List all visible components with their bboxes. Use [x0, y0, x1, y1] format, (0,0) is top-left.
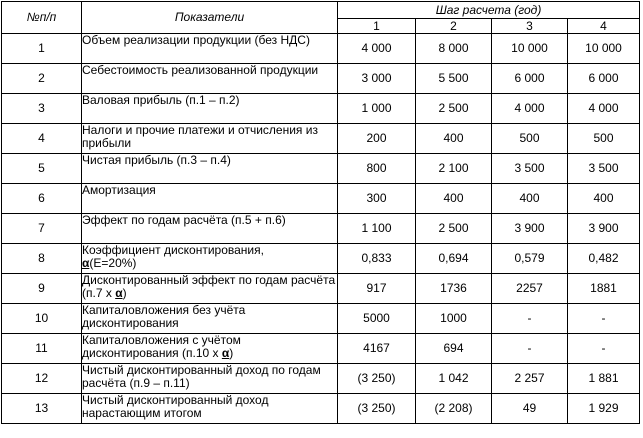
table-row — [2, 64, 640, 94]
row-indicator: Себестоимость реализованной продукции — [82, 64, 338, 94]
value-year-4: 6 000 — [568, 64, 640, 94]
value-year-2: 694 — [416, 334, 492, 364]
header-calc-step: Шаг расчета (год) — [338, 2, 640, 19]
value-year-1: 300 — [338, 184, 416, 214]
value-year-3: 6 000 — [492, 64, 568, 94]
value-year-3: - — [492, 304, 568, 334]
row-number: 13 — [2, 394, 82, 424]
calculation-table — [1, 1, 640, 424]
row-indicator — [82, 334, 338, 364]
value-year-2: 400 — [416, 124, 492, 154]
value-year-3: 2257 — [492, 274, 568, 304]
row-indicator: Налоги и прочие платежи и отчисления из прибыли — [82, 124, 338, 154]
table-row — [2, 394, 640, 424]
row-indicator-text: Капиталовложения с учётом дисконтирования (п.10 х — [82, 333, 241, 360]
table-row — [2, 94, 640, 124]
value-year-4: 500 — [568, 124, 640, 154]
row-indicator-text-end: ) — [229, 346, 234, 360]
value-year-1: 4167 — [338, 334, 416, 364]
value-year-4: 10 000 — [568, 34, 640, 64]
value-year-4: 400 — [568, 184, 640, 214]
row-number: 10 — [2, 304, 82, 334]
header-year-4: 4 — [568, 19, 640, 34]
value-year-1: (3 250) — [338, 364, 416, 394]
table-row — [2, 184, 640, 214]
value-year-3: 49 — [492, 394, 568, 424]
value-year-1: 1 000 — [338, 94, 416, 124]
table-row — [2, 154, 640, 184]
table-row — [2, 334, 640, 364]
row-indicator: Эффект по годам расчёта (п.5 + п.6) — [82, 214, 338, 244]
value-year-1: 5000 — [338, 304, 416, 334]
row-indicator: Чистый дисконтированный доход нарастающим итогом — [82, 394, 338, 424]
value-year-4: 3 900 — [568, 214, 640, 244]
value-year-2: 2 500 — [416, 214, 492, 244]
value-year-1: 917 — [338, 274, 416, 304]
row-number: 3 — [2, 94, 82, 124]
value-year-1: (3 250) — [338, 394, 416, 424]
row-number: 1 — [2, 34, 82, 64]
value-year-4: 1881 — [568, 274, 640, 304]
value-year-4: - — [568, 304, 640, 334]
header-indicators: Показатели — [82, 2, 338, 34]
value-year-3: 2 257 — [492, 364, 568, 394]
table-row — [2, 304, 640, 334]
row-number: 7 — [2, 214, 82, 244]
value-year-3: 4 000 — [492, 94, 568, 124]
value-year-1: 4 000 — [338, 34, 416, 64]
value-year-3: - — [492, 334, 568, 364]
row-indicator — [82, 274, 338, 304]
table-row — [2, 124, 640, 154]
row-indicator-text-end: ) — [122, 286, 127, 300]
value-year-4: 3 500 — [568, 154, 640, 184]
value-year-1: 800 — [338, 154, 416, 184]
header-year-2: 2 — [416, 19, 492, 34]
value-year-2: 1000 — [416, 304, 492, 334]
value-year-3: 3 500 — [492, 154, 568, 184]
value-year-3: 500 — [492, 124, 568, 154]
table-row — [2, 34, 640, 64]
table-row — [2, 364, 640, 394]
value-year-4-total: 1 929 — [568, 394, 640, 424]
header-year-3: 3 — [492, 19, 568, 34]
value-year-2: 1736 — [416, 274, 492, 304]
value-year-4: 0,482 — [568, 244, 640, 274]
value-year-3: 0,579 — [492, 244, 568, 274]
value-year-3: 10 000 — [492, 34, 568, 64]
row-indicator-text: Дисконтированный эффект по годам расчёта (п.7 х — [82, 273, 336, 300]
alpha-symbol: α — [115, 286, 123, 300]
row-number: 6 — [2, 184, 82, 214]
value-year-3: 400 — [492, 184, 568, 214]
row-number: 11 — [2, 334, 82, 364]
value-year-2: 1 042 — [416, 364, 492, 394]
value-year-4: - — [568, 334, 640, 364]
value-year-4: 1 881 — [568, 364, 640, 394]
row-number: 9 — [2, 274, 82, 304]
row-number: 2 — [2, 64, 82, 94]
value-year-2: 2 500 — [416, 94, 492, 124]
row-number: 12 — [2, 364, 82, 394]
value-year-2: 400 — [416, 184, 492, 214]
value-year-1: 3 000 — [338, 64, 416, 94]
row-indicator-text-end: (Е=20%) — [89, 256, 137, 270]
row-indicator: Объем реализации продукции (без НДС) — [82, 34, 338, 64]
value-year-1: 1 100 — [338, 214, 416, 244]
row-number: 4 — [2, 124, 82, 154]
table-row — [2, 214, 640, 244]
value-year-2: (2 208) — [416, 394, 492, 424]
table-row — [2, 274, 640, 304]
row-indicator — [82, 244, 338, 274]
table-row — [2, 244, 640, 274]
row-number: 5 — [2, 154, 82, 184]
row-indicator: Капиталовложения без учёта дисконтирования — [82, 304, 338, 334]
row-indicator: Амортизация — [82, 184, 338, 214]
header-year-1: 1 — [338, 19, 416, 34]
row-indicator-text: Коэффициент дисконтирования, — [82, 243, 264, 257]
alpha-symbol: α — [82, 256, 90, 270]
value-year-1: 0,833 — [338, 244, 416, 274]
value-year-2: 0,694 — [416, 244, 492, 274]
header-row-number: №п/п — [2, 2, 82, 34]
value-year-2: 2 100 — [416, 154, 492, 184]
value-year-3: 3 900 — [492, 214, 568, 244]
row-indicator: Чистая прибыль (п.3 – п.4) — [82, 154, 338, 184]
value-year-2: 8 000 — [416, 34, 492, 64]
value-year-2: 5 500 — [416, 64, 492, 94]
value-year-1: 200 — [338, 124, 416, 154]
row-indicator: Валовая прибыль (п.1 – п.2) — [82, 94, 338, 124]
row-indicator: Чистый дисконтированный доход по годам расчёта (п.9 – п.11) — [82, 364, 338, 394]
alpha-symbol: α — [221, 346, 230, 360]
value-year-4: 4 000 — [568, 94, 640, 124]
row-number: 8 — [2, 244, 82, 274]
